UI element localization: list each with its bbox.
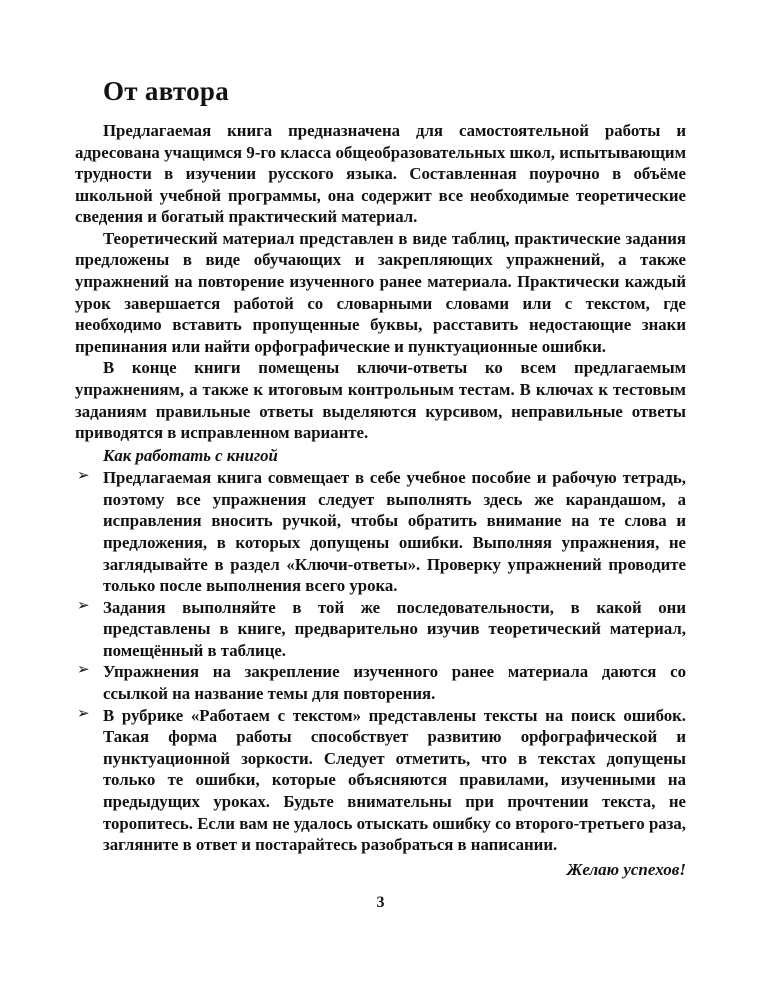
list-item-text: Задания выполняйте в той же последовательности, в какой они представлены в книге, предварительно изучив теоретический материал, помещённый в таблице. bbox=[103, 597, 686, 660]
intro-paragraph-2: Теоретический материал представлен в виде таблиц, практические задания предложены в виде обучающих и закрепляющих упражнений, а также упражнений на повторение изученного ранее материала. Практически каждый урок завершается работой со словарными словами или с текстом, где необходимо вставить пропущенные буквы, расставить недостающие знаки препинания или найти орфографические и пунктуационные ошибки. bbox=[75, 228, 686, 356]
arrow-bullet-icon: ➢ bbox=[77, 662, 90, 679]
list-item-text: Предлагаемая книга совмещает в себе учебное пособие и рабочую тетрадь, поэтому все упражнения следует выполнять здесь же карандашом, а исправления вносить ручкой, чтобы обратить внимание на те слова и предложения, в которых допущены ошибки. Выполняя упражнения, не заглядывайте в раздел «Ключи-ответы». Проверку упражнений проводите только после выполнения всего урока. bbox=[103, 468, 686, 596]
page-number: 3 bbox=[376, 893, 385, 911]
page-title: От автора bbox=[103, 76, 230, 106]
intro-paragraph-1: Предлагаемая книга предназначена для самостоятельной работы и адресована учащимся 9-го класса общеобразовательных школ, испытывающим трудности в изучении русского языка. Составленная поурочно в объёме школьной учебной программы, она содержит все необходимые теоретические сведения и богатый практический материал. bbox=[75, 121, 686, 227]
arrow-bullet-icon: ➢ bbox=[77, 468, 90, 485]
bullet-list bbox=[75, 467, 686, 855]
list-item-text: Упражнения на закрепление изученного ранее материала даются со ссылкой на название темы для повторения. bbox=[103, 662, 686, 704]
list-item bbox=[75, 661, 686, 704]
arrow-bullet-icon: ➢ bbox=[77, 597, 90, 614]
arrow-bullet-icon: ➢ bbox=[77, 705, 90, 722]
list-item bbox=[75, 467, 686, 596]
list-item bbox=[75, 705, 686, 856]
list-item-text: В рубрике «Работаем с текстом» представлены тексты на поиск ошибок. Такая форма работы способствует развитию орфографической и пунктуационной зоркости. Следует отметить, что в текстах допущены только те ошибки, которые объясняются правилами, изученными на предыдущих уроках. Будьте внимательны при прочтении текста, не торопитесь. Если вам не удалось отыскать ошибку со второго-третьего раза, загляните в ответ и постарайтесь разобраться в написании. bbox=[103, 705, 686, 855]
list-item bbox=[75, 597, 686, 662]
section-subheading: Как работать с книгой bbox=[103, 445, 278, 465]
intro-paragraph-3: В конце книги помещены ключи-ответы ко всем предлагаемым упражнениям, а также к итоговым контрольным тестам. В ключах к тестовым заданиям правильные ответы выделяются курсивом, неправильные ответы приводятся в исправленном варианте. bbox=[75, 358, 686, 443]
closing-signature: Желаю успехов! bbox=[566, 859, 686, 879]
